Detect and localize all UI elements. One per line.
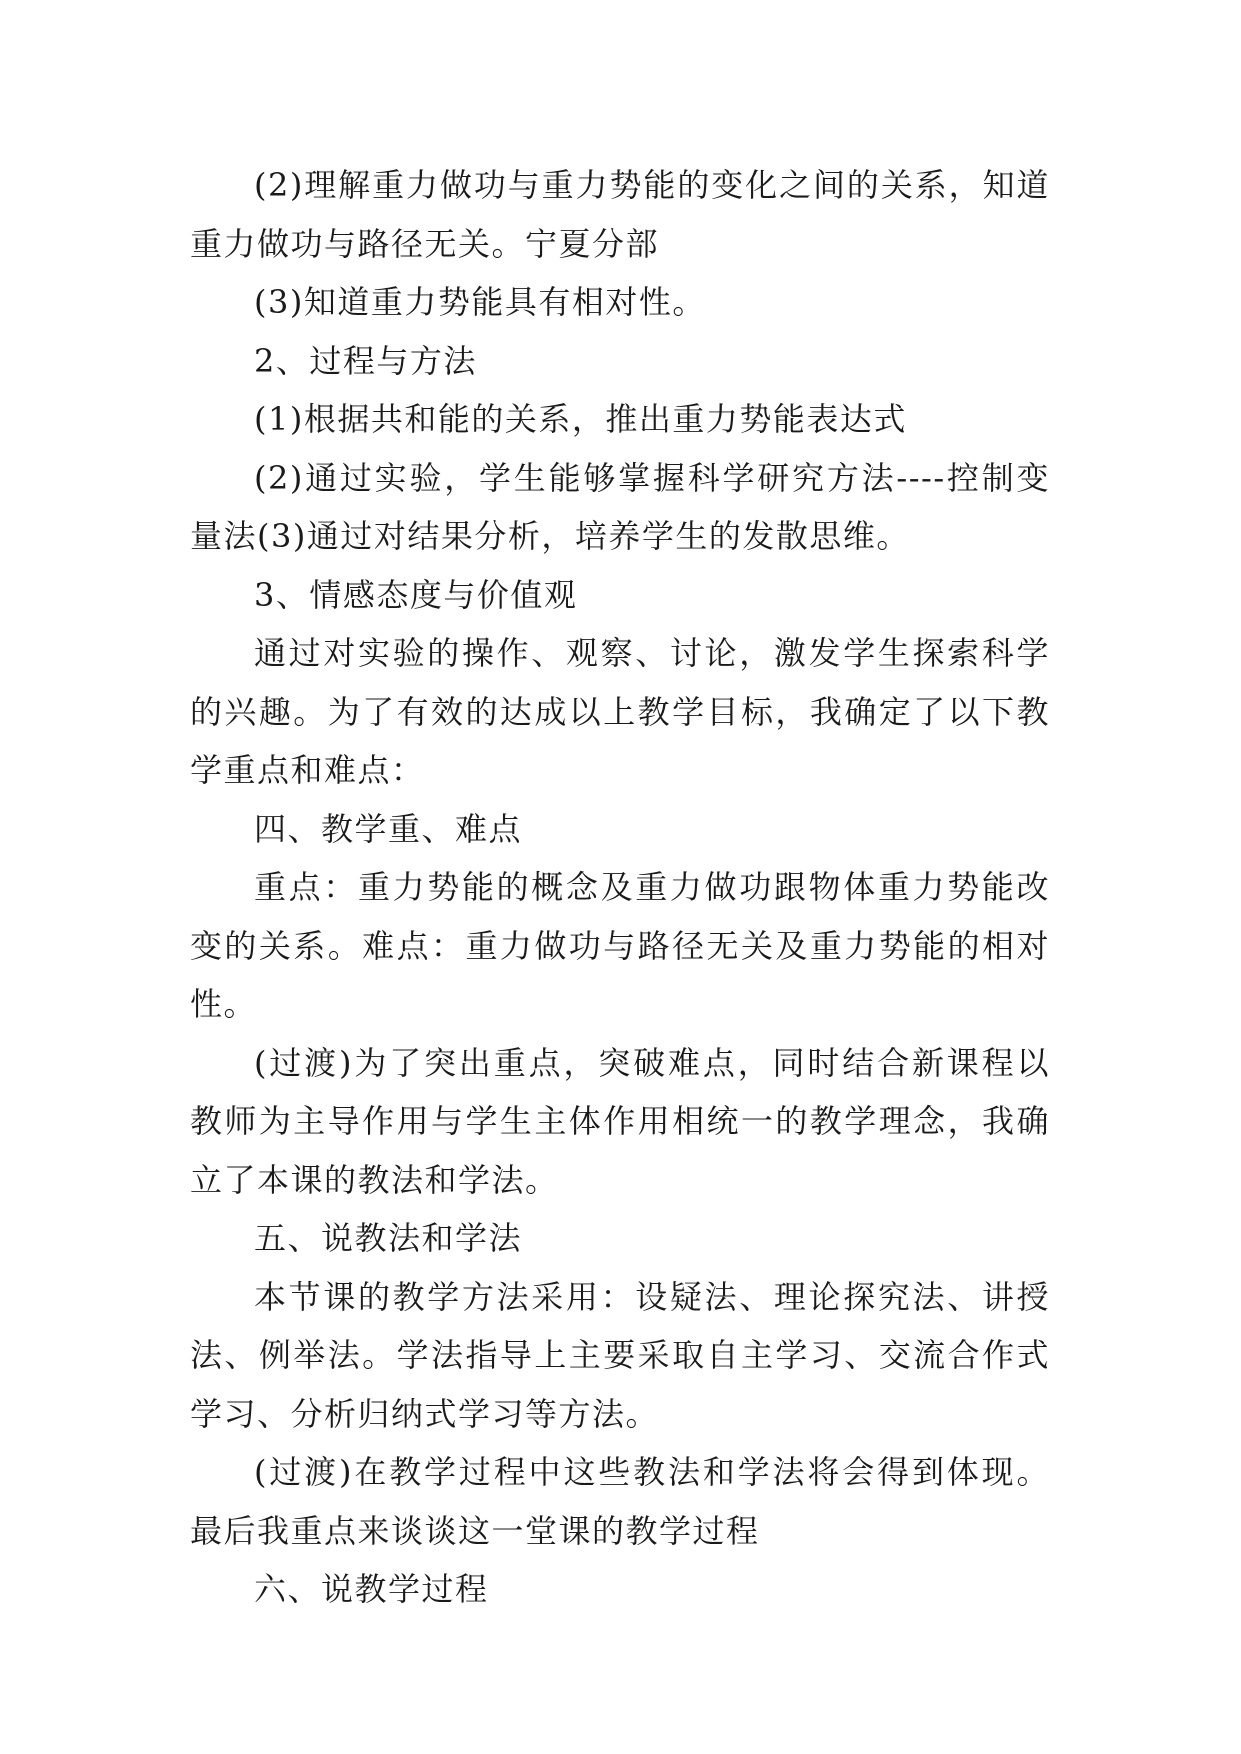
heading-teaching-process: 六、说教学过程 [254,1570,489,1608]
paragraph-objective-2-3: (3)知道重力势能具有相对性。 [254,283,706,321]
paragraph-transition-2: (过渡)在教学过程中这些教法和学法将会得到体现。最后我重点来谈谈这一堂课的教学过程 [190,1453,1050,1550]
heading-process-and-method: 2、过程与方法 [254,341,477,380]
paragraph-method-2-3: (2)通过实验，学生能够掌握科学研究方法----控制变量法(3)通过对结果分析，培养学生的发散思维。 [190,458,1050,555]
paragraph-key-difficult-points: 重点：重力势能的概念及重力做功跟物体重力势能改变的关系。难点：重力做功与路径无关及重力势能的相对性。 [190,868,1050,1023]
paragraph-method-1: (1)根据共和能的关系，推出重力势能表达式 [254,400,907,438]
heading-teaching-learning-methods: 五、说教法和学法 [254,1219,523,1257]
document-page [190,156,1050,1619]
heading-key-difficult-points: 四、教学重、难点 [254,809,523,848]
paragraph-objective-2-2: (2)理解重力做功与重力势能的变化之间的关系，知道重力做功与路径无关。宁夏分部 [190,166,1050,263]
paragraph-emotion-goal: 通过对实验的操作、观察、讨论，激发学生探索科学的兴趣。为了有效的达成以上教学目标，我确定了以下教学重点和难点： [190,634,1050,789]
paragraph-methods: 本节课的教学方法采用：设疑法、理论探究法、讲授法、例举法。学法指导上主要采取自主学习、交流合作式学习、分析归纳式学习等方法。 [190,1277,1050,1433]
heading-emotion-attitude-values: 3、情感态度与价值观 [254,575,578,614]
paragraph-transition-1: (过渡)为了突出重点，突破难点，同时结合新课程以教师为主导作用与学生主体作用相统一的教学理念，我确立了本课的教法和学法。 [190,1043,1050,1199]
